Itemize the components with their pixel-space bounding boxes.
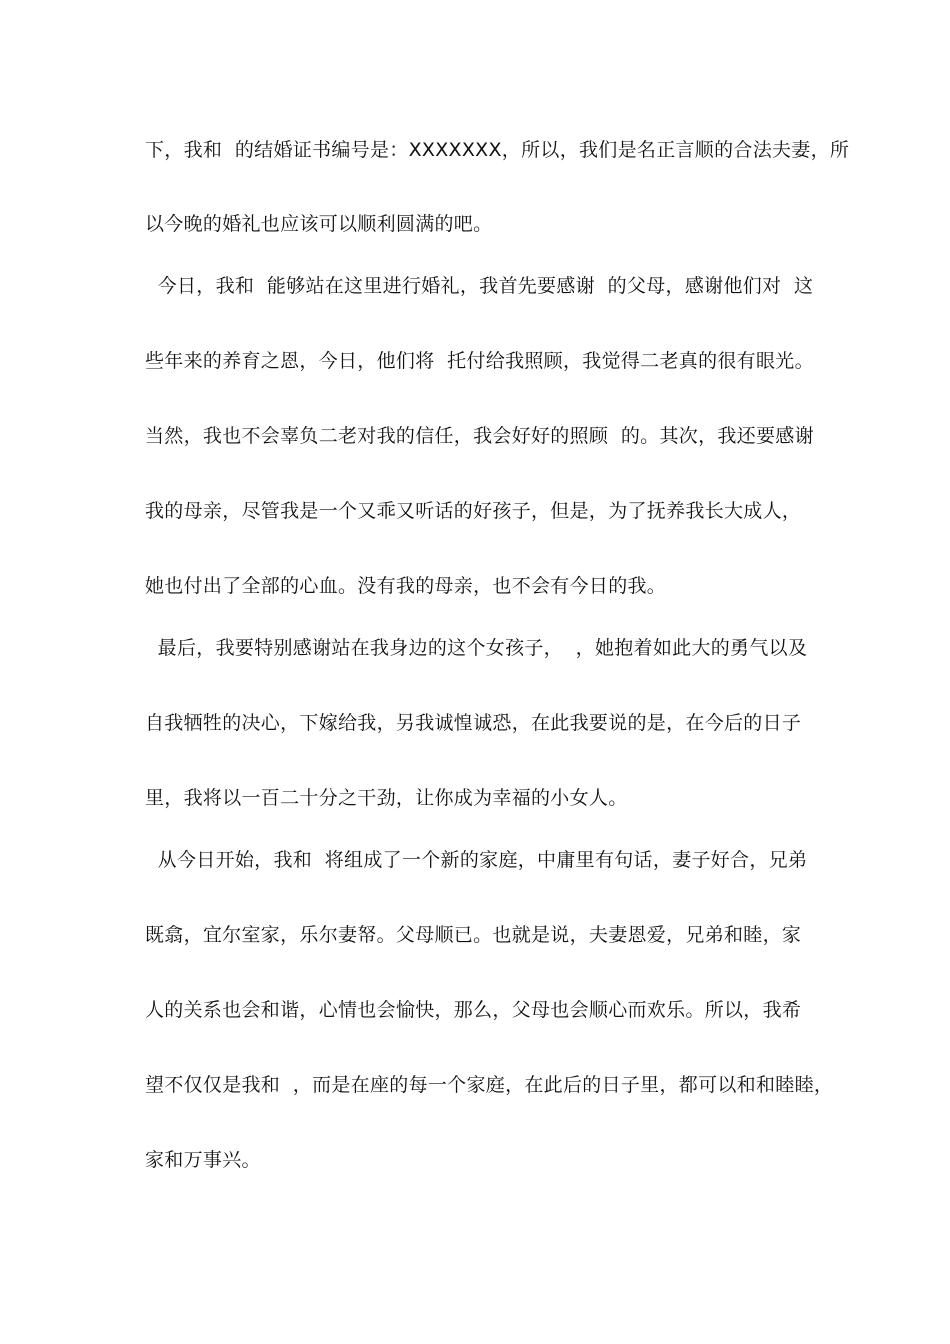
text-line: 望不仅仅是我和 ，而是在座的每一个家庭，在此后的日子里，都可以和和睦睦，: [145, 1074, 834, 1096]
text-line: 人的关系也会和谐，心情也会愉快，那么，父母也会顺心而欢乐。所以，我希: [145, 999, 802, 1021]
text-line: 既翕，宜尔室家，乐尔妻帑。父母顺已。也就是说，夫妻恩爱，兄弟和睦，家: [145, 924, 802, 946]
text-line: 从今日开始，我和 将组成了一个新的家庭，中庸里有句话，妻子好合，兄弟: [145, 849, 808, 871]
text-line: 以今晚的婚礼也应该可以顺利圆满的吧。: [145, 213, 493, 235]
text-line: 最后，我要特别感谢站在我身边的这个女孩子， ，她抱着如此大的勇气以及: [145, 637, 808, 659]
text-line: 些年来的养育之恩，今日，他们将 托付给我照顾，我觉得二老真的很有眼光。: [145, 350, 814, 372]
text-line: 家和万事兴。: [145, 1149, 261, 1171]
text-line: 自我牺牲的决心，下嫁给我，另我诚惶诚恐，在此我要说的是，在今后的日子: [145, 712, 802, 734]
text-line: 里，我将以一百二十分之干劲，让你成为幸福的小女人。: [145, 787, 628, 809]
text-line: 下，我和 的结婚证书编号是：XXXXXXX，所以，我们是名正言顺的合法夫妻，所: [145, 139, 850, 161]
text-line: 今日，我和 能够站在这里进行婚礼，我首先要感谢 的父母，感谢他们对 这: [145, 275, 814, 297]
text-line: 我的母亲，尽管我是一个又乖又听话的好孩子，但是，为了抚养我长大成人，: [145, 500, 802, 522]
text-line: 当然，我也不会辜负二老对我的信任，我会好好的照顾 的。其次，我还要感谢: [145, 425, 814, 447]
text-line: 她也付出了全部的心血。没有我的母亲，也不会有今日的我。: [145, 575, 667, 597]
